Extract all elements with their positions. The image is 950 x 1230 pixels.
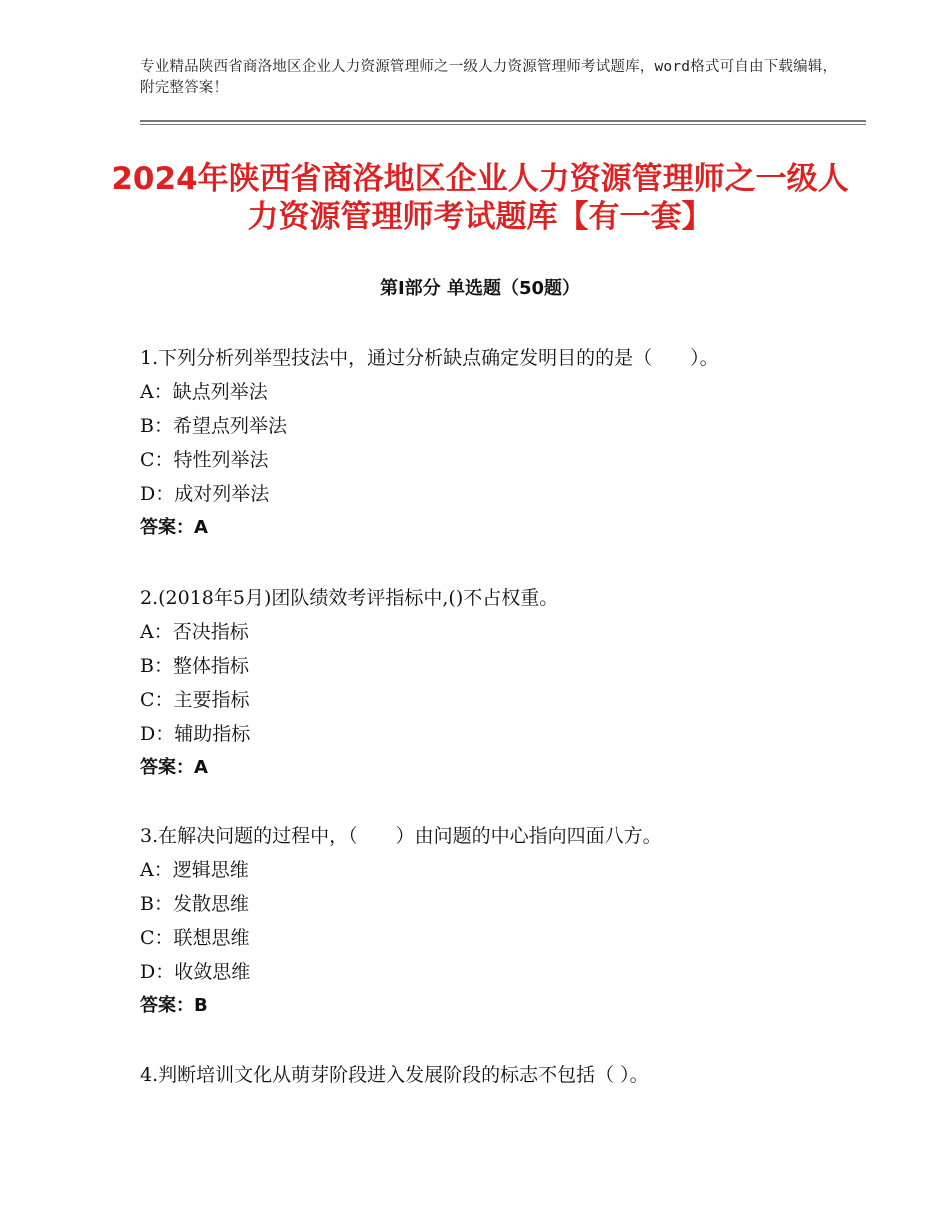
question-3 xyxy=(140,823,860,1019)
question-stem: 3.在解决问题的过程中，（ ）由问题的中心指向四面八方。 xyxy=(140,825,662,847)
header-divider-thick xyxy=(140,120,866,122)
answer: 答案：A xyxy=(140,517,208,538)
question-4 xyxy=(140,1062,860,1096)
question-stem: 2.(2018年5月)团队绩效考评指标中,()不占权重。 xyxy=(140,587,559,609)
option-a: A：否决指标 xyxy=(140,621,249,643)
option-d: D：成对列举法 xyxy=(140,483,270,505)
answer: 答案：A xyxy=(140,757,208,778)
option-c: C：主要指标 xyxy=(140,689,250,711)
header-divider-thin xyxy=(140,124,866,125)
question-stem: 4.判断培训文化从萌芽阶段进入发展阶段的标志不包括（ ）。 xyxy=(140,1064,649,1086)
header-note: 专业精品陕西省商洛地区企业人力资源管理师之一级人力资源管理师考试题库，word格式可自由下载编辑，附完整答案！ xyxy=(140,59,838,96)
question-stem: 1.下列分析列举型技法中，通过分析缺点确定发明目的的是（ ）。 xyxy=(140,347,719,369)
option-b: B：整体指标 xyxy=(140,655,249,677)
question-2 xyxy=(140,585,860,781)
option-c: C：联想思维 xyxy=(140,927,250,949)
document-title: 2024年陕西省商洛地区企业人力资源管理师之一级人力资源管理师考试题库【有一套】 xyxy=(111,161,849,235)
option-b: B：希望点列举法 xyxy=(140,415,287,437)
option-d: D：辅助指标 xyxy=(140,723,251,745)
option-c: C：特性列举法 xyxy=(140,449,269,471)
option-d: D：收敛思维 xyxy=(140,961,251,983)
option-a: A：缺点列举法 xyxy=(140,381,268,403)
section-heading: 第Ⅰ部分 单选题（50题） xyxy=(379,278,580,299)
option-b: B：发散思维 xyxy=(140,893,249,915)
question-1 xyxy=(140,345,860,541)
answer: 答案：B xyxy=(140,995,208,1016)
option-a: A：逻辑思维 xyxy=(140,859,249,881)
